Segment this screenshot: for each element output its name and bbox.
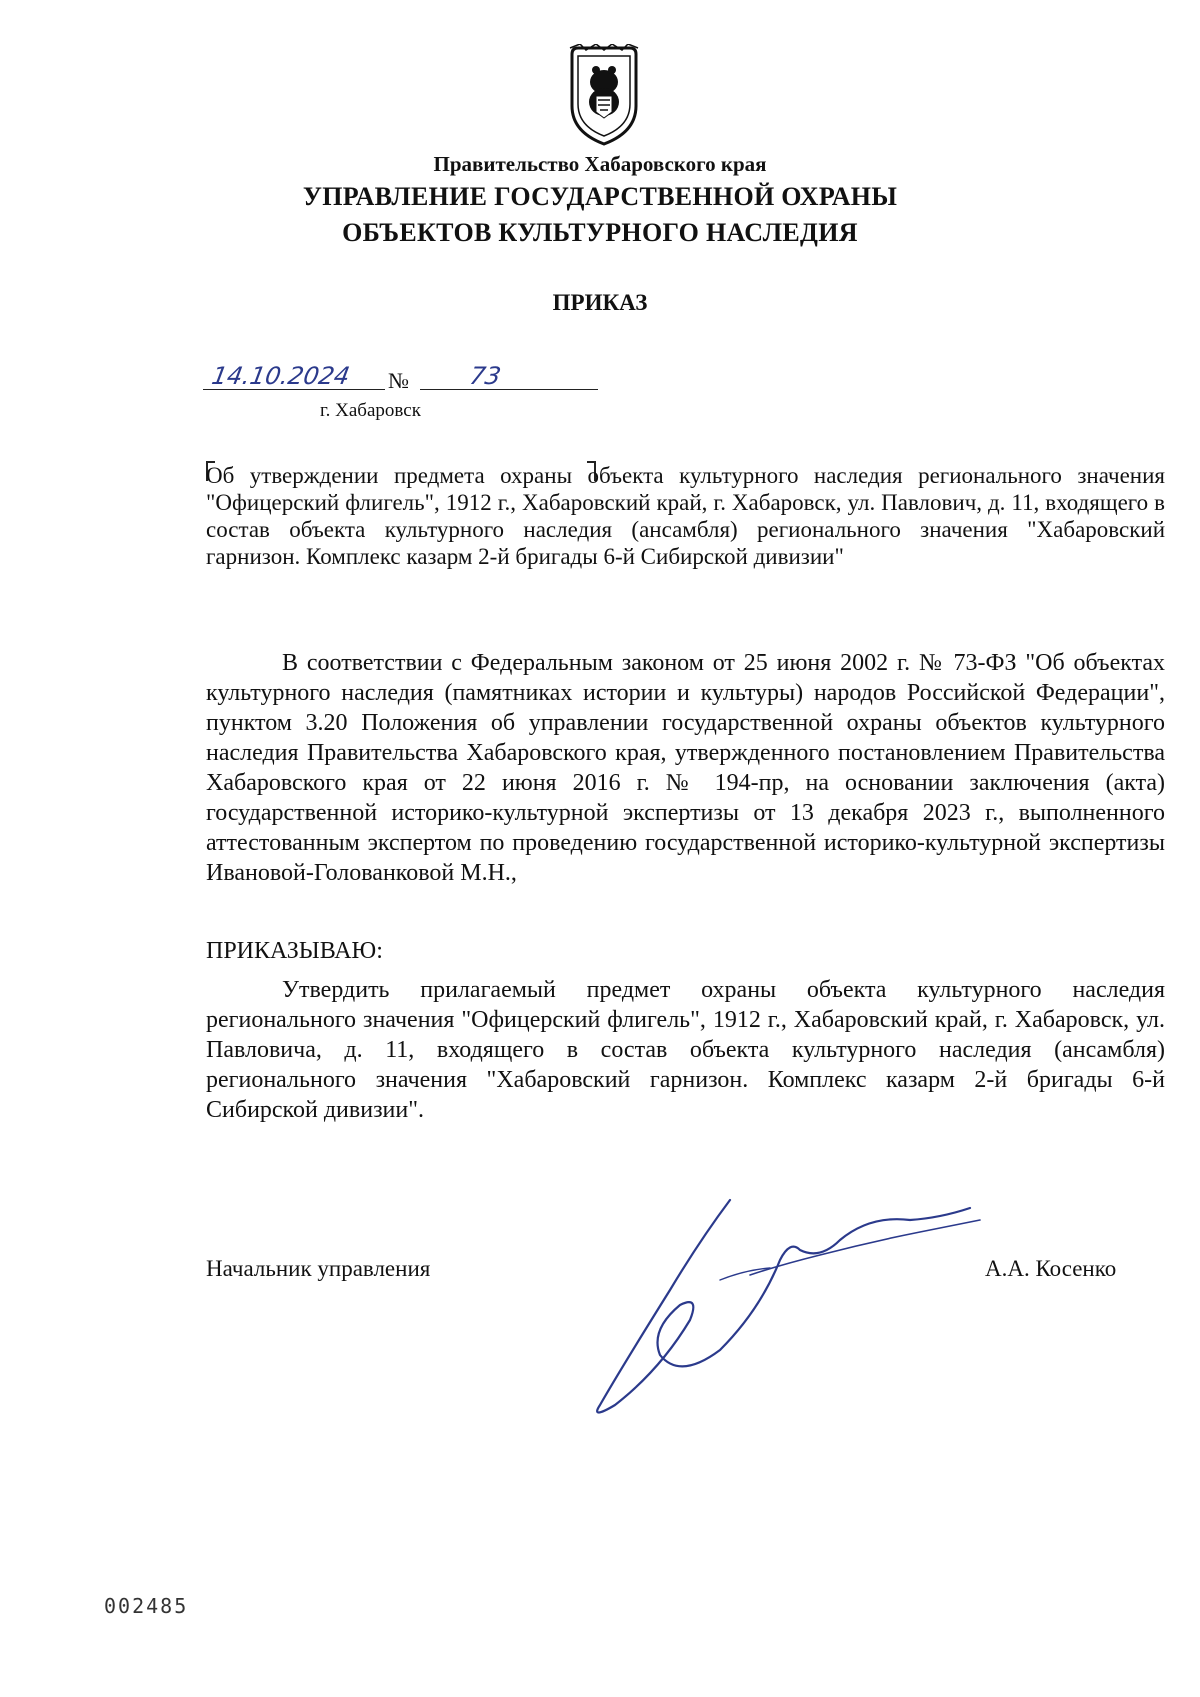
signer-name: А.А. Косенко (985, 1256, 1117, 1281)
coat-of-arms-icon (566, 44, 642, 148)
order-date: 14.10.2024 (209, 362, 352, 390)
document-serial-number: 002485 (104, 1594, 189, 1618)
number-sign: № (388, 368, 409, 393)
order-word: ПРИКАЗЫВАЮ: (206, 938, 383, 964)
signer-position: Начальник управления (206, 1256, 431, 1281)
preamble-paragraph: В соответствии с Федеральным законом от 25 июня 2002 г. № 73-ФЗ "Об объектах культурного наследия (памятниках истории и культуры) народов Российской Федерации", пунктом 3.20 Положения об управлении государственной охраны объектов культурного наследия Правительства Хабаровского края, утвержденного постановлением Правительства Хабаровского края от 22 июня 2016 г. № 194-пр, на основании заключения (акта) государственной историко-культурной экспертизы от 13 декабря 2023 г., выполненного аттестованным экспертом по проведению государственной историко-культурной экспертизы Ивановой-Голованковой М.Н., (206, 650, 1165, 886)
document-type: ПРИКАЗ (552, 290, 648, 315)
government-name: Правительство Хабаровского края (433, 152, 767, 176)
department-name-line-2: ОБЪЕКТОВ КУЛЬТУРНОГО НАСЛЕДИЯ (342, 218, 858, 247)
handwritten-signature (580, 1180, 1060, 1420)
order-paragraph: Утвердить прилагаемый предмет охраны объекта культурного наследия регионального значения "Офицерский флигель", 1912 г., Хабаровский край, г. Хабаровск, ул. Павловича, д. 11, входящего в состав объекта культурного наследия (ансамбля) регионального значения "Хабаровский гарнизон. Комплекс казарм 2-й бригады 6-й Сибирской дивизии". (206, 977, 1165, 1123)
number-underline (420, 389, 598, 390)
order-number: 73 (467, 362, 504, 390)
department-name-line-1: УПРАВЛЕНИЕ ГОСУДАРСТВЕННОЙ ОХРАНЫ (302, 182, 898, 211)
order-subject: Об утверждении предмета охраны объекта культурного наследия регионального значения "Офицерский флигель", 1912 г., Хабаровский край, г. Хабаровск, ул. Павлович, д. 11, входящего в состав объекта культурного наследия (ансамбля) регионального значения "Хабаровский гарнизон. Комплекс казарм 2-й бригады 6-й Сибирской дивизии" (206, 463, 1165, 569)
city: г. Хабаровск (320, 400, 421, 421)
